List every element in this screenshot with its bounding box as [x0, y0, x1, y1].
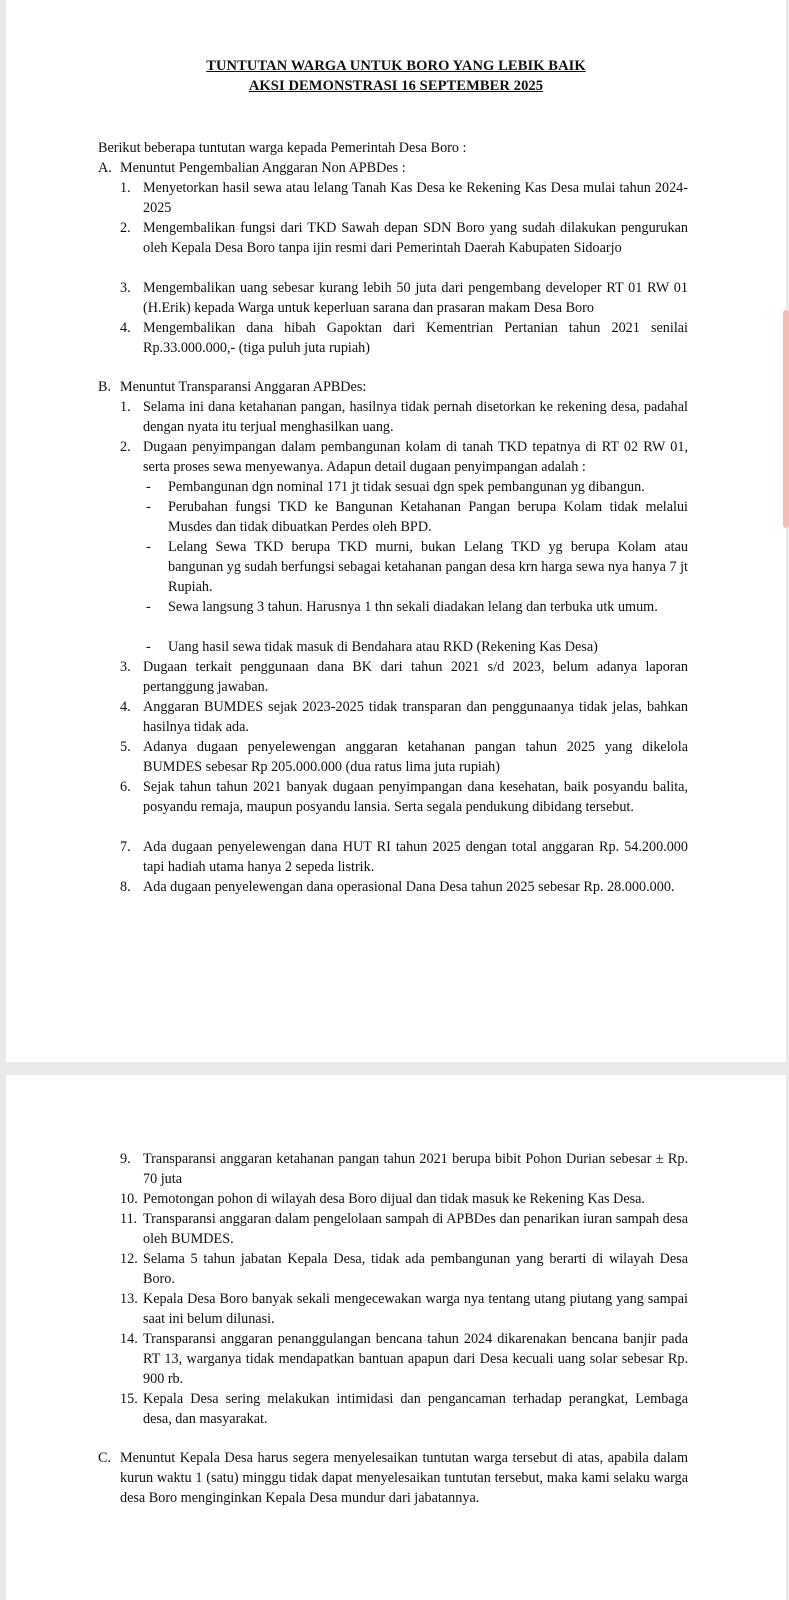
section-b-subitem: Pembangunan dgn nominal 171 jt tidak sesuai dgn spek pembangunan yg dibangun.	[168, 479, 645, 495]
section-b-item-number: 3.	[120, 659, 131, 675]
section-b-item-number: 9.	[120, 1151, 131, 1167]
section-b-item: Transparansi anggaran dalam pengelolaan sampah di APBDes dan penarikan iuran sampah desa oleh BUMDES.	[143, 1211, 688, 1247]
document-page-2	[6, 1075, 786, 1600]
section-a-item: Menyetorkan hasil sewa atau lelang Tanah Kas Desa ke Rekening Kas Desa mulai tahun 2024-2025	[143, 180, 688, 216]
section-b-item-number: 15.	[120, 1391, 138, 1407]
section-b-item: Kepala Desa Boro banyak sekali mengecewakan warga nya tentang utang piutang yang sampai saat ini belum dilunasi.	[143, 1291, 688, 1327]
section-b-subitem: Sewa langsung 3 tahun. Harusnya 1 thn sekali diadakan lelang dan terbuka utk umum.	[168, 599, 658, 615]
section-b-item-number: 11.	[120, 1211, 138, 1227]
section-b-item-number: 6.	[120, 779, 131, 795]
document-page-1	[6, 0, 786, 1062]
section-b-item-number: 1.	[120, 399, 131, 415]
section-a-item-number: 3.	[120, 280, 131, 296]
section-a-item-number: 2.	[120, 220, 131, 236]
section-b-item-number: 8.	[120, 879, 131, 895]
section-b-subitem: Uang hasil sewa tidak masuk di Bendahara atau RKD (Rekening Kas Desa)	[168, 639, 598, 655]
section-b-item: Dugaan terkait penggunaan dana BK dari tahun 2021 s/d 2023, belum adanya laporan pertanggung jawaban.	[143, 659, 688, 695]
section-a-item: Mengembalikan dana hibah Gapoktan dari Kementrian Pertanian tahun 2021 senilai Rp.33.000.000,- (tiga puluh juta rupiah)	[143, 320, 688, 356]
section-b-item: Pemotongan pohon di wilayah desa Boro dijual dan tidak masuk ke Rekening Kas Desa.	[143, 1191, 645, 1207]
subitem-marker: -	[146, 499, 151, 515]
section-b-item: Selama 5 tahun jabatan Kepala Desa, tidak ada pembangunan yang berarti di wilayah Desa Boro.	[143, 1251, 688, 1287]
section-a-item: Mengembalikan fungsi dari TKD Sawah depan SDN Boro yang sudah dilakukan pengurukan oleh Kepala Desa Boro tanpa ijin resmi dari Pemerintah Daerah Kabupaten Sidoarjo	[143, 220, 688, 256]
section-c-text: Menuntut Kepala Desa harus segera menyelesaikan tuntutan warga tersebut di atas, apabila dalam kurun waktu 1 (satu) minggu tidak dapat menyelesaikan tuntutan tersebut, maka kami selaku warga desa Boro menginginkan Kepala Desa mundur dari jabatannya.	[120, 1450, 688, 1506]
section-b-marker: B.	[98, 379, 112, 395]
subitem-marker: -	[146, 539, 151, 555]
section-b-item: Transparansi anggaran penanggulangan bencana tahun 2024 dikarenakan bencana banjir pada RT 13, warganya tidak mendapatkan bantuan apapun dari Desa kecuali uang solar sebesar Rp. 900 rb.	[143, 1331, 688, 1387]
subitem-marker: -	[146, 599, 151, 615]
section-b-item-number: 7.	[120, 839, 131, 855]
section-b-item: Anggaran BUMDES sejak 2023-2025 tidak transparan dan penggunaanya tidak jelas, bahkan hasilnya tidak ada.	[143, 699, 688, 735]
document-subtitle: AKSI DEMONSTRASI 16 SEPTEMBER 2025	[248, 78, 544, 94]
subitem-marker: -	[146, 479, 151, 495]
section-b-item-number: 4.	[120, 699, 131, 715]
section-b-item-number: 12.	[120, 1251, 138, 1267]
section-c-marker: C.	[98, 1450, 112, 1466]
document-title: TUNTUTAN WARGA UNTUK BORO YANG LEBIK BAIK	[206, 58, 586, 74]
section-b-item-number: 2.	[120, 439, 131, 455]
section-b-subitem: Perubahan fungsi TKD ke Bangunan Ketahanan Pangan berupa Kolam tidak melalui Musdes dan tidak dibuatkan Perdes oleh BPD.	[168, 499, 688, 535]
section-a-heading: Menuntut Pengembalian Anggaran Non APBDes :	[120, 160, 406, 176]
section-a-marker: A.	[98, 160, 112, 176]
section-a-item: Mengembalikan uang sebesar kurang lebih 50 juta dari pengembang developer RT 01 RW 01 (H.Erik) kepada Warga untuk keperluan sarana dan prasaran makam Desa Boro	[143, 280, 688, 316]
section-b-item: Dugaan penyimpangan dalam pembangunan kolam di tanah TKD tepatnya di RT 02 RW 01, serta proses sewa menyewanya. Adapun detail dugaan penyimpangan adalah :	[143, 439, 688, 475]
section-b-item-number: 13.	[120, 1291, 138, 1307]
section-b-item: Ada dugaan penyelewengan dana HUT RI tahun 2025 dengan total anggaran Rp. 54.200.000 tapi hadiah utama hanya 2 sepeda listrik.	[143, 839, 688, 875]
section-b-item-number: 5.	[120, 739, 131, 755]
section-b-item: Ada dugaan penyelewengan dana operasional Dana Desa tahun 2025 sebesar Rp. 28.000.000.	[143, 879, 675, 895]
section-b-item: Transparansi anggaran ketahanan pangan tahun 2021 berupa bibit Pohon Durian sebesar ± Rp. 70 juta	[143, 1151, 688, 1187]
section-b-item: Sejak tahun tahun 2021 banyak dugaan penyimpangan dana kesehatan, baik posyandu balita, posyandu remaja, maupun posyandu lansia. Serta segala pendukung dibidang tersebut.	[143, 779, 688, 815]
section-b-heading: Menuntut Transparansi Anggaran APBDes:	[120, 379, 367, 395]
scroll-indicator[interactable]	[783, 310, 789, 528]
section-a-item-number: 1.	[120, 180, 131, 196]
section-b-item: Kepala Desa sering melakukan intimidasi dan pengancaman terhadap perangkat, Lembaga desa, dan masyarakat.	[143, 1391, 688, 1427]
subitem-marker: -	[146, 639, 151, 655]
intro-text: Berikut beberapa tuntutan warga kepada Pemerintah Desa Boro :	[98, 140, 467, 156]
section-b-item-number: 10.	[120, 1191, 138, 1207]
section-b-subitem: Lelang Sewa TKD berupa TKD murni, bukan Lelang TKD yg berupa Kolam atau bangunan yg sudah berfungsi sebagai ketahanan pangan desa krn harga sewa nya hanya 7 jt Rupiah.	[168, 539, 688, 595]
section-b-item: Adanya dugaan penyelewengan anggaran ketahanan pangan tahun 2025 yang dikelola BUMDES sebesar Rp 205.000.000 (dua ratus lima juta rupiah)	[143, 739, 688, 775]
section-b-item-number: 14.	[120, 1331, 138, 1347]
section-a-item-number: 4.	[120, 320, 131, 336]
section-b-item: Selama ini dana ketahanan pangan, hasilnya tidak pernah disetorkan ke rekening desa, padahal dengan nyata itu terjual menghasilkan uang.	[143, 399, 688, 435]
